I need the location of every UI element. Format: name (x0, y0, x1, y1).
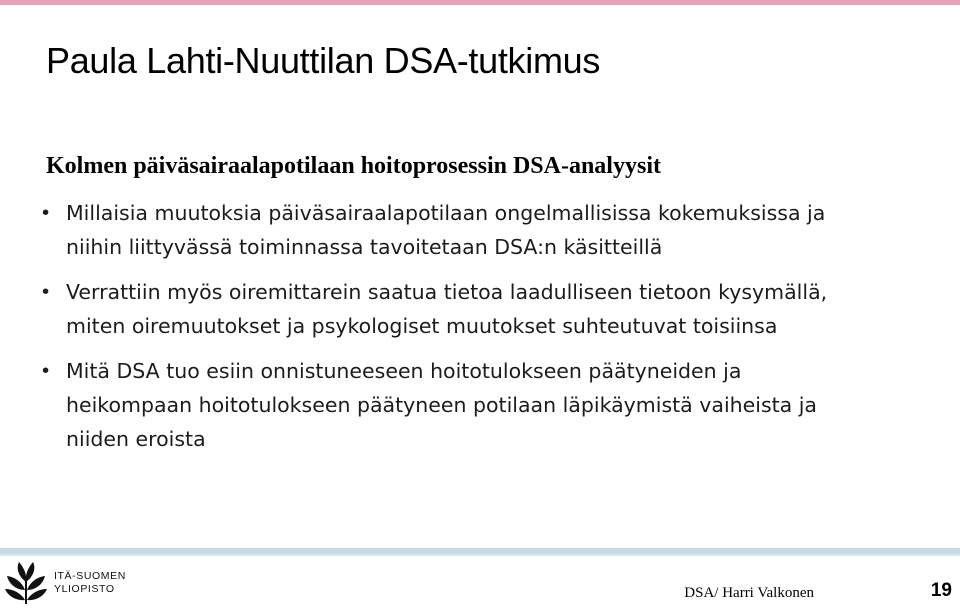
bullet-dot-icon: • (42, 359, 50, 382)
bullet-text-line: miten oiremuutokset ja psykologiset muutokset suhteutuvat toisiinsa (66, 314, 778, 338)
top-accent-bar (0, 0, 960, 5)
bullet-dot-icon: • (42, 201, 50, 224)
footer-author: DSA/ Harri Valkonen (684, 585, 814, 601)
logo-line: ITÄ-SUOMEN (54, 570, 126, 582)
slide-subheading: Kolmen päiväsairaalapotilaan hoitoprosessin DSA-analyysit (46, 153, 661, 179)
logo-line: YLIOPISTO (54, 583, 115, 595)
bullet-item (38, 196, 943, 264)
bullet-text-line: heikompaan hoitotulokseen päätyneen potilaan läpikäymistä vaiheista ja (66, 393, 817, 417)
bullet-dot-icon: • (42, 280, 50, 303)
slide-title: Paula Lahti-Nuuttilan DSA-tutkimus (46, 40, 601, 81)
bullet-text-line: Verrattiin myös oiremittarein saatua tietoa laadulliseen tietoon kysymällä, (66, 280, 828, 304)
page-number: 19 (930, 580, 952, 601)
bullet-text-line: Mitä DSA tuo esiin onnistuneeseen hoitotulokseen päätyneiden ja (66, 359, 742, 383)
bullet-item (38, 354, 943, 456)
bullet-item (38, 275, 943, 343)
bullet-text-line: niihin liittyvässä toiminnassa tavoitetaan DSA:n käsitteillä (66, 235, 663, 259)
university-logo (4, 560, 126, 606)
bullet-text-line: Millaisia muutoksia päiväsairaalapotilaan ongelmallisissa kokemuksissa ja (66, 201, 826, 225)
bullet-text-line: niiden eroista (66, 427, 206, 451)
footer-divider-bar-light (0, 554, 960, 556)
bullet-list (38, 196, 943, 467)
university-leaf-logo-icon (4, 560, 48, 606)
logo-wordmark (54, 570, 126, 596)
